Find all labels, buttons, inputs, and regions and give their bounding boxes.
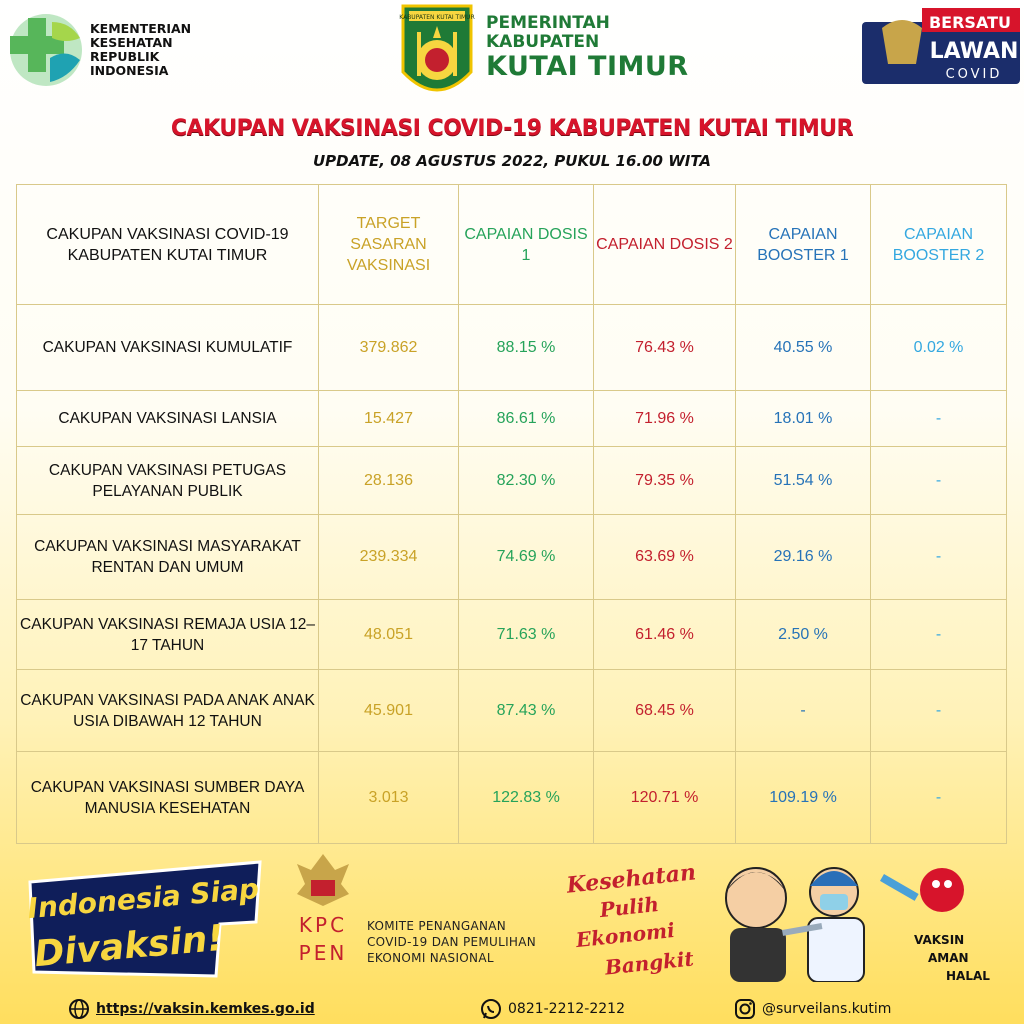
cell-target: 28.136 <box>319 447 459 515</box>
cell-booster-2: - <box>871 670 1007 752</box>
website-url[interactable]: https://vaksin.kemkes.go.id <box>96 1001 315 1017</box>
cell-booster-1: - <box>736 670 871 752</box>
row-label: CAKUPAN VAKSINASI LANSIA <box>17 391 319 447</box>
svg-text:COVID: COVID <box>945 67 1003 82</box>
cell-target: 379.862 <box>319 305 459 391</box>
table-row <box>17 305 1007 391</box>
cell-dosis-2: 120.71 % <box>594 752 736 844</box>
svg-text:BERSATU: BERSATU <box>928 13 1012 32</box>
svg-text:Divaksin!: Divaksin! <box>32 917 226 976</box>
row-label: CAKUPAN VAKSINASI PADA ANAK ANAK USIA DIBAWAH 12 TAHUN <box>17 670 319 752</box>
instagram-icon <box>734 998 756 1020</box>
svg-text:AMAN: AMAN <box>928 951 969 965</box>
header-dosis-1: CAPAIAN DOSIS 1 <box>459 185 594 305</box>
table-row <box>17 752 1007 844</box>
table-row <box>17 391 1007 447</box>
globe-icon <box>68 998 90 1020</box>
website-link[interactable] <box>68 998 315 1020</box>
svg-text:Indonesia Siap: Indonesia Siap <box>26 871 261 926</box>
kutai-timur-name: PEMERINTAH KABUPATEN KUTAI TIMUR <box>486 13 689 82</box>
table-row <box>17 447 1007 515</box>
row-label: CAKUPAN VAKSINASI REMAJA USIA 12–17 TAHUN <box>17 600 319 670</box>
cell-booster-1: 29.16 % <box>736 515 871 600</box>
svg-text:Ekonomi: Ekonomi <box>574 917 676 953</box>
vaccination-table <box>16 184 1007 844</box>
cell-target: 239.334 <box>319 515 459 600</box>
cell-booster-2: 0.02 % <box>871 305 1007 391</box>
row-label: CAKUPAN VAKSINASI KUMULATIF <box>17 305 319 391</box>
vaccination-illustration <box>716 852 996 982</box>
cell-booster-1: 40.55 % <box>736 305 871 391</box>
cell-booster-2: - <box>871 600 1007 670</box>
svg-text:Kesehatan: Kesehatan <box>565 859 698 899</box>
kesehatan-pulih-slogan <box>552 852 712 982</box>
header-target: TARGET SASARAN VAKSINASI <box>319 185 459 305</box>
indonesia-siap-divaksin-logo <box>20 852 270 982</box>
whatsapp-icon <box>480 998 502 1020</box>
kutai-timur-emblem-icon <box>397 2 477 108</box>
cell-dosis-1: 86.61 % <box>459 391 594 447</box>
svg-text:Bangkit: Bangkit <box>603 946 695 980</box>
header <box>0 0 1024 115</box>
header-booster-2: CAPAIAN BOOSTER 2 <box>871 185 1007 305</box>
cell-booster-1: 18.01 % <box>736 391 871 447</box>
cell-dosis-1: 74.69 % <box>459 515 594 600</box>
table-row <box>17 600 1007 670</box>
cell-dosis-2: 71.96 % <box>594 391 736 447</box>
cell-dosis-2: 79.35 % <box>594 447 736 515</box>
row-label: CAKUPAN VAKSINASI MASYARAKAT RENTAN DAN UMUM <box>17 515 319 600</box>
svg-text:PEN: PEN <box>298 941 348 965</box>
header-dosis-2: CAPAIAN DOSIS 2 <box>594 185 736 305</box>
cell-booster-2: - <box>871 752 1007 844</box>
header-booster-1: CAPAIAN BOOSTER 1 <box>736 185 871 305</box>
kemenkes-name: KEMENTERIAN KESEHATAN REPUBLIK INDONESIA <box>90 21 192 78</box>
cell-booster-2: - <box>871 515 1007 600</box>
cell-booster-1: 2.50 % <box>736 600 871 670</box>
svg-text:Pulih: Pulih <box>598 892 661 923</box>
cell-target: 3.013 <box>319 752 459 844</box>
svg-text:LAWAN: LAWAN <box>929 39 1019 64</box>
update-subtitle: UPDATE, 08 AGUSTUS 2022, PUKUL 16.00 WITA <box>313 152 711 170</box>
svg-text:VAKSIN: VAKSIN <box>914 933 965 947</box>
cell-dosis-1: 87.43 % <box>459 670 594 752</box>
svg-text:HALAL: HALAL <box>946 969 990 982</box>
cell-booster-1: 109.19 % <box>736 752 871 844</box>
cell-dosis-2: 63.69 % <box>594 515 736 600</box>
table-row <box>17 515 1007 600</box>
row-label: CAKUPAN VAKSINASI PETUGAS PELAYANAN PUBLIK <box>17 447 319 515</box>
instagram-link[interactable] <box>734 998 891 1020</box>
instagram-handle[interactable]: @surveilans.kutim <box>762 1001 892 1017</box>
phone-number[interactable]: 0821-2212-2212 <box>508 1001 625 1017</box>
kpc-pen-logo <box>283 850 363 985</box>
cell-booster-2: - <box>871 391 1007 447</box>
cell-dosis-2: 61.46 % <box>594 600 736 670</box>
cell-booster-2: - <box>871 447 1007 515</box>
row-label: CAKUPAN VAKSINASI SUMBER DAYA MANUSIA KESEHATAN <box>17 752 319 844</box>
phone-link[interactable] <box>480 998 625 1020</box>
svg-text:KABUPATEN KUTAI TIMUR: KABUPATEN KUTAI TIMUR <box>399 14 475 21</box>
bersatu-lawan-covid-logo-icon <box>862 8 1020 86</box>
cell-dosis-1: 88.15 % <box>459 305 594 391</box>
cell-target: 45.901 <box>319 670 459 752</box>
table-row <box>17 670 1007 752</box>
page-title: CAKUPAN VAKSINASI COVID-19 KABUPATEN KUTAI TIMUR <box>170 116 854 141</box>
cell-dosis-2: 76.43 % <box>594 305 736 391</box>
cell-dosis-1: 122.83 % <box>459 752 594 844</box>
cell-dosis-1: 82.30 % <box>459 447 594 515</box>
table-header-row <box>17 185 1007 305</box>
header-cakupan: CAKUPAN VAKSINASI COVID-19 KABUPATEN KUTAI TIMUR <box>17 185 319 305</box>
svg-text:KPC: KPC <box>298 913 348 937</box>
cell-booster-1: 51.54 % <box>736 447 871 515</box>
kpc-pen-name: KOMITE PENANGANAN COVID-19 DAN PEMULIHAN EKONOMI NASIONAL <box>367 919 537 965</box>
cell-dosis-2: 68.45 % <box>594 670 736 752</box>
cell-target: 48.051 <box>319 600 459 670</box>
cell-dosis-1: 71.63 % <box>459 600 594 670</box>
kemenkes-logo-icon <box>6 8 86 92</box>
cell-target: 15.427 <box>319 391 459 447</box>
